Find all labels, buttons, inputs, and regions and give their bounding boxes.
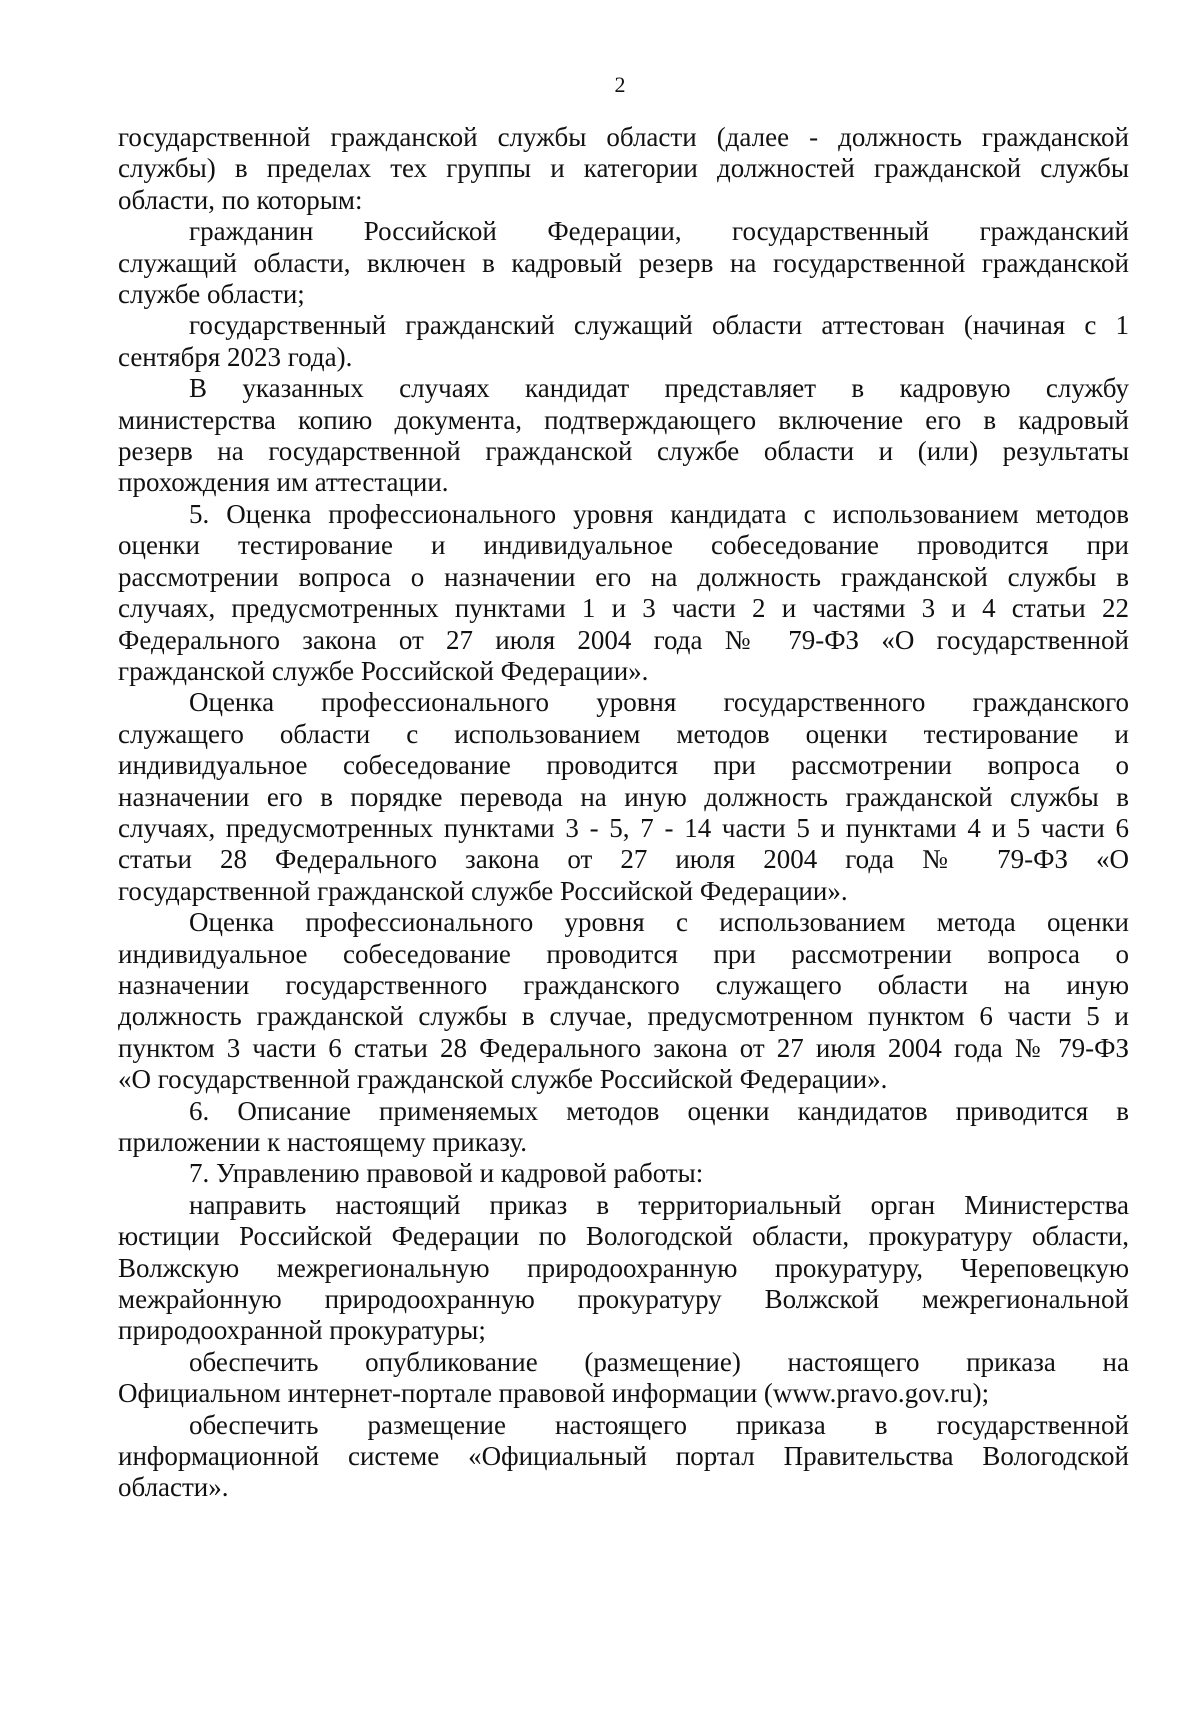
text-line: оценки тестирование и индивидуальное собеседование проводится при (118, 530, 1129, 561)
text-line: Оценка профессионального уровня с использованием метода оценки (189, 907, 1129, 938)
text-line: должность гражданской службы в случае, предусмотренном пунктом 6 части 5 и (118, 1001, 1129, 1032)
text-line: информационной системе «Официальный портал Правительства Вологодской (118, 1441, 1129, 1472)
text-line: сентября 2023 года). (118, 341, 353, 372)
text-line: государственной гражданской службе Российской Федерации». (118, 875, 848, 906)
paragraph-6 (118, 687, 1129, 907)
text-line: направить настоящий приказ в территориальный орган Министерства (189, 1189, 1129, 1220)
text-line: обеспечить опубликование (размещение) настоящего приказа на (189, 1346, 1129, 1377)
text-line: Федерального закона от 27 июля 2004 года № 79-ФЗ «О государственной (118, 624, 1129, 655)
text-line: резерв на государственной гражданской службе области и (или) результаты (118, 436, 1129, 467)
text-line: министерства копию документа, подтверждающего включение его в кадровый (118, 404, 1129, 435)
text-line: службы) в пределах тех группы и категории должностей гражданской службы (118, 153, 1129, 184)
paragraph-4 (118, 373, 1129, 499)
text-line: случаях, предусмотренных пунктами 1 и 3 части 2 и частями 3 и 4 статьи 22 (118, 593, 1129, 624)
text-line: государственной гражданской службы области (далее - должность гражданской (118, 122, 1129, 152)
paragraph-5 (118, 499, 1129, 687)
text-line: статьи 28 Федерального закона от 27 июля 2004 года № 79-ФЗ «О (118, 844, 1129, 875)
paragraph-12 (118, 1410, 1129, 1504)
text-line: приложении к настоящему приказу. (118, 1127, 528, 1157)
text-line: назначении его в порядке перевода на иную должность гражданской службы в (118, 781, 1129, 812)
text-line: В указанных случаях кандидат представляет в кадровую службу (189, 373, 1129, 404)
paragraph-2 (118, 216, 1129, 310)
paragraph-3 (118, 310, 1129, 373)
text-line: индивидуальное собеседование проводится при рассмотрении вопроса о (118, 938, 1129, 969)
text-line: Официальном интернет-портале правовой информации (www.pravo.gov.ru); (118, 1378, 990, 1409)
text-line: назначении государственного гражданского служащего области на иную (118, 969, 1129, 1000)
text-line: индивидуальное собеседование проводится при рассмотрении вопроса о (118, 750, 1129, 781)
text-line: гражданской службе Российской Федерации». (118, 655, 649, 686)
text-line: «О государственной гражданской службе Российской Федерации». (118, 1064, 888, 1095)
document-body (118, 122, 1129, 1504)
paragraph-11 (118, 1347, 1129, 1410)
text-line: пунктом 3 части 6 статьи 28 Федерального закона от 27 июля 2004 года № 79-ФЗ (118, 1032, 1129, 1063)
paragraph-10 (118, 1190, 1129, 1347)
text-line: Оценка профессионального уровня государственного гражданского (189, 687, 1129, 718)
text-line: юстиции Российской Федерации по Вологодской области, прокуратуру области, (118, 1221, 1129, 1252)
text-line: прохождения им аттестации. (118, 467, 449, 498)
text-line: случаях, предусмотренных пунктами 3 - 5, 7 - 14 части 5 и пунктами 4 и 5 части 6 (118, 812, 1129, 843)
text-line: службе области; (118, 279, 305, 310)
text-line: 5. Оценка профессионального уровня кандидата с использованием методов (189, 498, 1129, 529)
text-line: гражданин Российской Федерации, государственный гражданский (189, 216, 1129, 247)
text-line: служащего области с использованием методов оценки тестирование и (118, 718, 1129, 749)
text-line: государственный гражданский служащий области аттестован (начиная с 1 (189, 310, 1129, 341)
text-line: рассмотрении вопроса о назначении его на должность гражданской службы в (118, 561, 1129, 592)
paragraph-1 (118, 122, 1129, 216)
text-line: области». (118, 1472, 229, 1503)
text-line: области, по которым: (118, 184, 363, 215)
page-number: 2 (614, 72, 626, 97)
text-line: Волжскую межрегиональную природоохранную прокуратуру, Череповецкую (118, 1252, 1129, 1283)
text-line: 7. Управлению правовой и кадровой работы: (189, 1158, 704, 1189)
text-line: служащий области, включен в кадровый резерв на государственной гражданской (118, 247, 1129, 278)
paragraph-9 (118, 1158, 1129, 1189)
text-line: 6. Описание применяемых методов оценки кандидатов приводится в (189, 1095, 1129, 1126)
paragraph-8 (118, 1096, 1129, 1159)
text-line: межрайонную природоохранную прокуратуру Волжской межрегиональной (118, 1284, 1129, 1315)
text-line: обеспечить размещение настоящего приказа в государственной (189, 1409, 1129, 1440)
text-line: природоохранной прокуратуры; (118, 1315, 486, 1346)
paragraph-7 (118, 907, 1129, 1095)
